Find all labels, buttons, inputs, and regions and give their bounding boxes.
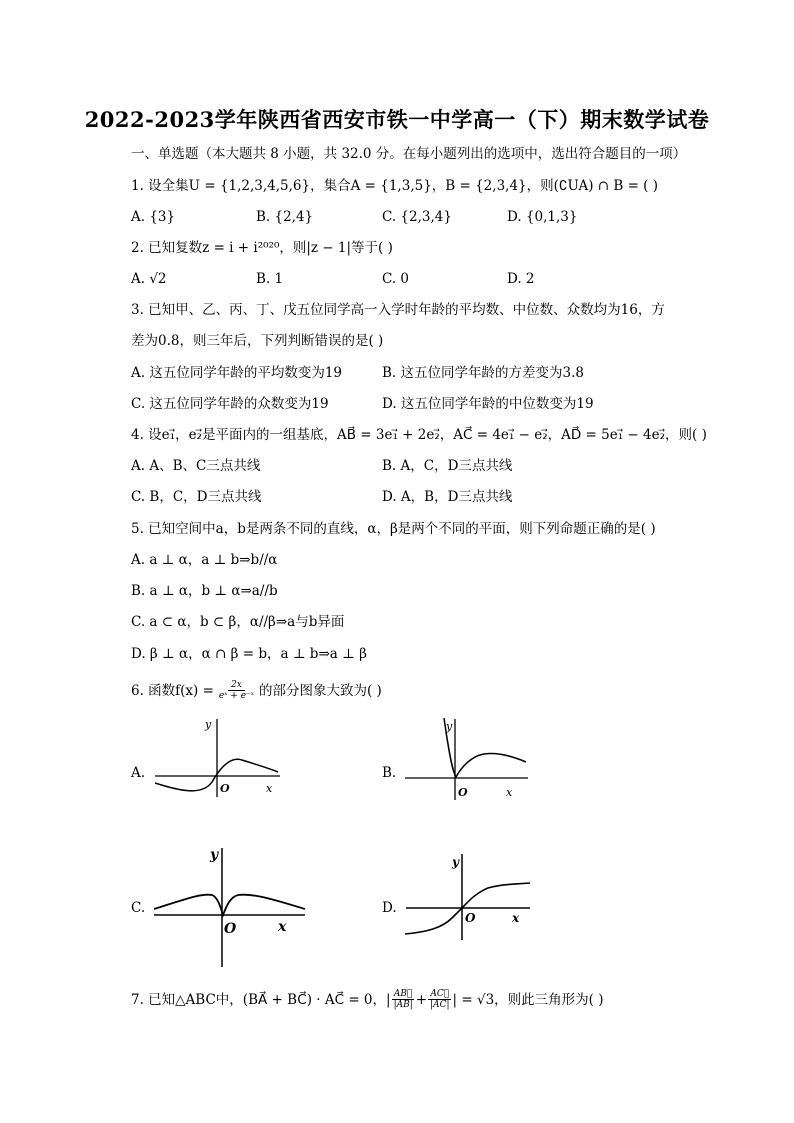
q6-graph-c — [150, 843, 310, 968]
q6-stem-suffix: 的部分图象大致为( ) — [258, 682, 382, 699]
section-heading: 一、单选题（本大题共 8 小题，共 32.0 分。在每小题列出的选项中，选出符合题目的一项） — [131, 146, 687, 162]
q7-fraction-2 — [428, 989, 451, 1010]
q2-option-b: B. 1 — [256, 271, 284, 287]
graph-c-curve — [154, 895, 305, 915]
q6-fraction — [216, 680, 257, 701]
q4-option-a: A. A、B、C三点共线 — [131, 458, 261, 474]
question-2-stem: 2. 已知复数z = i + i²⁰²⁰，则|z − 1|等于( ) — [131, 240, 393, 256]
q1-option-b: B. {2,4} — [256, 209, 314, 225]
q3-option-a: A. 这五位同学年龄的平均数变为19 — [131, 365, 343, 381]
graph-d-origin: O — [465, 911, 476, 925]
q4-option-d: D. A，B，D三点共线 — [382, 489, 513, 505]
q7-fraction-1-numerator: AB⃗ — [393, 989, 413, 999]
q7-fraction-2-denominator: |AC| — [430, 1000, 450, 1010]
q6-fraction-denominator: eˣ + e⁻ˣ — [218, 691, 254, 701]
page-title: 2022-2023学年陕西省西安市铁一中学高一（下）期末数学试卷 — [84, 107, 710, 132]
q7-plus: + — [415, 991, 428, 1008]
q6-label-c: C. — [131, 900, 146, 916]
graph-a-origin: O — [220, 782, 230, 795]
graph-a-x-label: x — [266, 782, 273, 795]
q6-graph-a — [150, 716, 285, 798]
question-6-stem — [131, 680, 382, 701]
graph-d-x-label: x — [512, 911, 520, 925]
q4-option-b: B. A，C，D三点共线 — [382, 458, 513, 474]
q6-stem-prefix: 6. 函数f(x) = — [131, 682, 214, 699]
q6-graph-b — [400, 716, 530, 802]
q3-option-c: C. 这五位同学年龄的众数变为19 — [131, 396, 329, 412]
q3-option-b: B. 这五位同学年龄的方差变为3.8 — [382, 365, 584, 381]
graph-b-origin: O — [458, 786, 468, 799]
graph-c-origin: O — [224, 921, 237, 937]
q2-option-c: C. 0 — [382, 271, 410, 287]
q5-option-c: C. a ⊂ α，b ⊂ β，α//β⇒a与b异面 — [131, 614, 345, 630]
graph-c-x-label: x — [278, 919, 287, 935]
question-3-stem-line1: 3. 已知甲、乙、丙、丁、戊五位同学高一入学时年龄的平均数、中位数、众数均为16，方 — [131, 302, 665, 318]
question-3-stem-line2: 差为0.8，则三年后，下列判断错误的是( ) — [131, 333, 384, 349]
q1-option-d: D. {0,1,3} — [507, 209, 578, 225]
question-7-stem — [131, 989, 604, 1010]
q7-fraction-1 — [392, 989, 415, 1010]
q1-option-a: A. {3} — [131, 209, 176, 225]
question-1-stem: 1. 设全集U = {1,2,3,4,5,6}，集合A = {1,3,5}，B = {2,3,4}，则(∁UA) ∩ B = ( ) — [131, 178, 658, 194]
q6-label-b: B. — [382, 765, 397, 781]
q5-option-b: B. a ⊥ α，b ⊥ α⇒a//b — [131, 583, 278, 599]
q6-label-d: D. — [382, 900, 397, 916]
q6-label-a: A. — [131, 765, 146, 781]
q7-stem-suffix: | = √3，则此三角形为( ) — [452, 991, 604, 1008]
q7-fraction-1-denominator: |AB| — [393, 1000, 413, 1010]
q4-option-c: C. B，C，D三点共线 — [131, 489, 262, 505]
graph-b-x-label: x — [506, 786, 513, 799]
question-5-stem: 5. 已知空间中a，b是两条不同的直线，α，β是两个不同的平面，则下列命题正确的是( ) — [131, 521, 656, 537]
q2-option-a: A. √2 — [131, 271, 167, 287]
q3-option-d: D. 这五位同学年龄的中位数变为19 — [382, 396, 594, 412]
q5-option-a: A. a ⊥ α，a ⊥ b⇒b//α — [131, 552, 278, 568]
graph-b-y-label: y — [446, 720, 453, 733]
q1-option-c: C. {2,3,4} — [382, 209, 452, 225]
q7-stem-prefix: 7. 已知△ABC中，(BA⃗ + BC⃗) · AC⃗ = 0，| — [131, 991, 391, 1008]
graph-b-curve — [444, 718, 526, 777]
q6-fraction-numerator: 2x — [228, 680, 245, 691]
question-4-stem: 4. 设e₁⃗，e₂⃗是平面内的一组基底，AB⃗ = 3e₁⃗ + 2e₂⃗，AC⃗ = 4e₁⃗ − e₂⃗，AD⃗ = 5e₁⃗ − 4e₂⃗，则( ) — [131, 427, 707, 443]
q5-option-d: D. β ⊥ α，α ∩ β = b，a ⊥ b⇒a ⊥ β — [131, 646, 367, 662]
q6-graph-d — [402, 850, 534, 942]
graph-c-y-label: y — [210, 847, 219, 863]
graph-d-y-label: y — [452, 855, 459, 869]
q2-option-d: D. 2 — [507, 271, 535, 287]
q7-fraction-2-numerator: AC⃗ — [430, 989, 450, 999]
graph-a-y-label: y — [205, 718, 212, 731]
